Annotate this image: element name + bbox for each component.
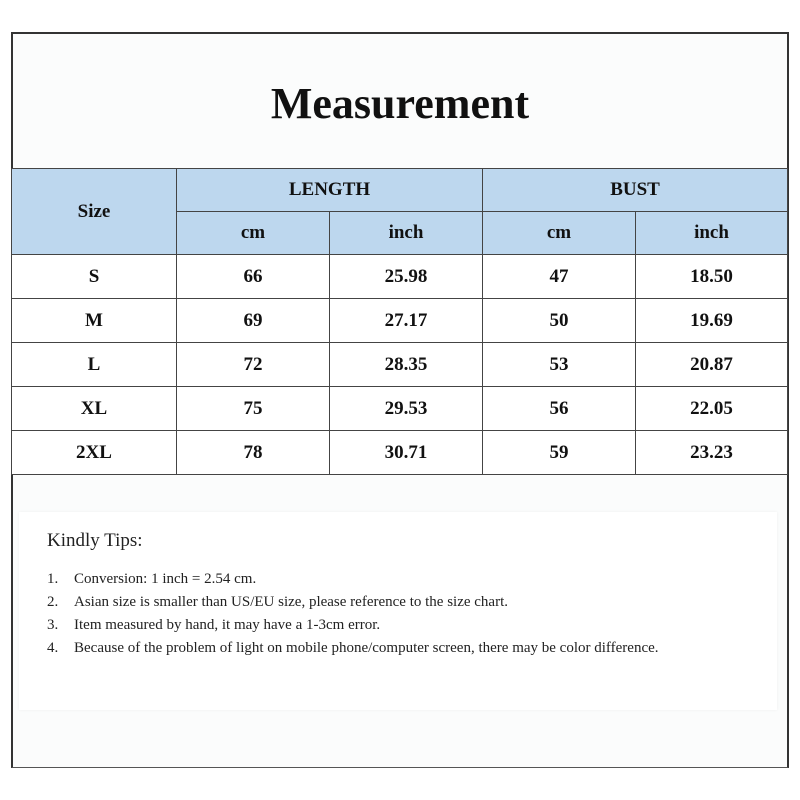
- length-inch-cell: 25.98: [330, 255, 483, 299]
- table-row: [12, 299, 788, 343]
- table-row: [12, 255, 788, 299]
- size-cell: 2XL: [12, 431, 177, 475]
- length-inch-cell: 29.53: [330, 387, 483, 431]
- length-group-header: LENGTH: [177, 169, 483, 212]
- size-cell: L: [12, 343, 177, 387]
- bust-cm-cell: 50: [483, 299, 636, 343]
- list-item: [47, 568, 687, 591]
- length-inch-cell: 28.35: [330, 343, 483, 387]
- size-column-header: Size: [12, 169, 177, 255]
- table-row: [12, 343, 788, 387]
- bust-group-header: BUST: [483, 169, 788, 212]
- size-cell: M: [12, 299, 177, 343]
- bust-inch-header: inch: [636, 212, 788, 255]
- length-cm-header: cm: [177, 212, 330, 255]
- bust-inch-cell: 19.69: [636, 299, 788, 343]
- list-item-text: Conversion: 1 inch = 2.54 cm.: [74, 571, 257, 587]
- size-chart-table: [11, 168, 788, 475]
- bust-cm-cell: 53: [483, 343, 636, 387]
- list-item-number: 3.: [47, 617, 59, 633]
- size-cell: XL: [12, 387, 177, 431]
- list-item: [47, 637, 687, 660]
- length-cm-cell: 66: [177, 255, 330, 299]
- length-inch-cell: 27.17: [330, 299, 483, 343]
- bust-inch-cell: 20.87: [636, 343, 788, 387]
- length-inch-cell: 30.71: [330, 431, 483, 475]
- table-header: [12, 169, 788, 255]
- bust-cm-cell: 56: [483, 387, 636, 431]
- list-item: [47, 614, 687, 637]
- bust-inch-cell: 22.05: [636, 387, 788, 431]
- length-cm-cell: 72: [177, 343, 330, 387]
- size-cell: S: [12, 255, 177, 299]
- list-item-text: Asian size is smaller than US/EU size, please reference to the size chart.: [74, 594, 508, 610]
- table-row: [12, 387, 788, 431]
- tips-list: [47, 568, 687, 660]
- list-item-number: 2.: [47, 594, 59, 610]
- length-cm-cell: 75: [177, 387, 330, 431]
- length-inch-header: inch: [330, 212, 483, 255]
- list-item-text: Item measured by hand, it may have a 1-3cm error.: [74, 617, 381, 633]
- tips-title: Kindly Tips:: [47, 530, 143, 551]
- list-item: [47, 591, 687, 614]
- length-cm-cell: 78: [177, 431, 330, 475]
- page-title: Measurement: [270, 79, 530, 128]
- bust-cm-cell: 47: [483, 255, 636, 299]
- list-item-text: Because of the problem of light on mobile phone/computer screen, there may be color difference.: [74, 640, 659, 656]
- measurement-card: [11, 32, 789, 768]
- bust-inch-cell: 23.23: [636, 431, 788, 475]
- length-cm-cell: 69: [177, 299, 330, 343]
- table-row: [12, 431, 788, 475]
- bust-cm-header: cm: [483, 212, 636, 255]
- bust-cm-cell: 59: [483, 431, 636, 475]
- list-item-number: 1.: [47, 571, 59, 587]
- list-item-number: 4.: [47, 640, 59, 656]
- bust-inch-cell: 18.50: [636, 255, 788, 299]
- tips-panel: [19, 512, 777, 710]
